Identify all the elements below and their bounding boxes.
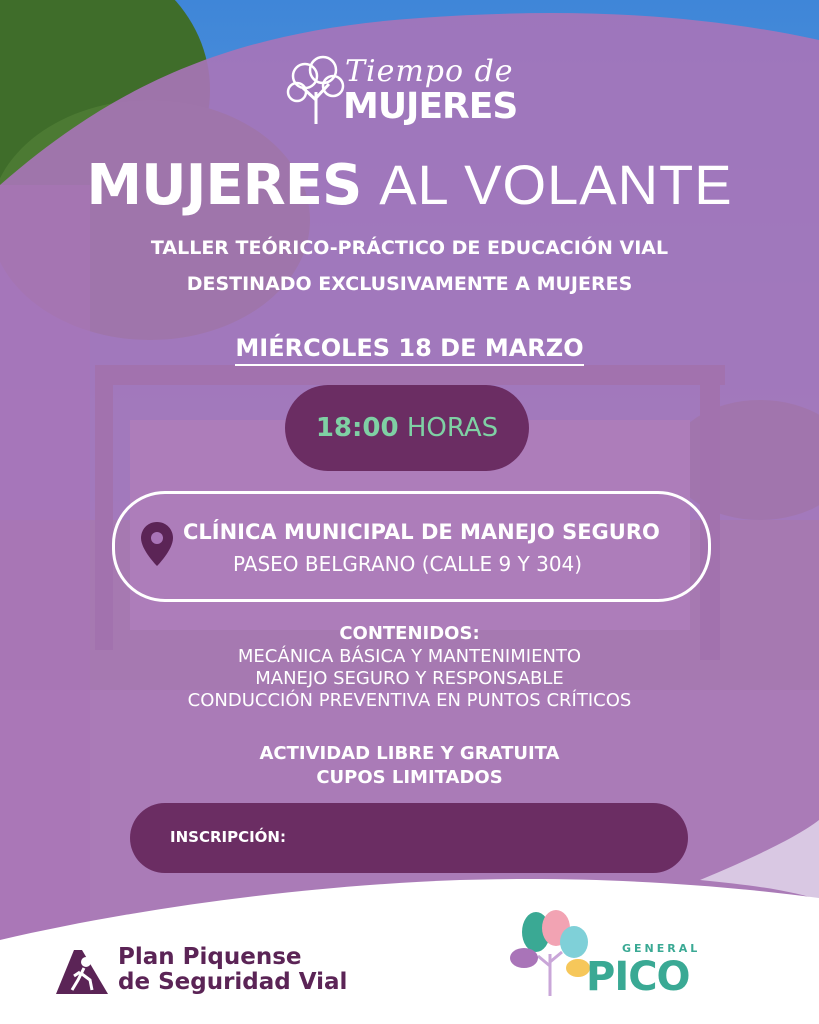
registration-bar[interactable] <box>130 803 688 873</box>
tiempo-de-mujeres-logo <box>285 52 535 132</box>
registration-label: INSCRIPCIÓN: <box>170 828 286 846</box>
city-name: PICO <box>586 954 690 1000</box>
event-date-text: MIÉRCOLES 18 DE MARZO <box>235 334 583 366</box>
city-label-small: GENERAL <box>622 942 701 955</box>
activity-line-2: CUPOS LIMITADOS <box>316 767 503 788</box>
pedestrian-icon <box>52 942 112 996</box>
time-pill <box>285 385 529 471</box>
tree-icon <box>285 54 347 126</box>
location-box <box>112 491 711 602</box>
plan-line-1: Plan Piquense <box>118 944 302 970</box>
activity-line-1: ACTIVIDAD LIBRE Y GRATUITA <box>259 743 560 764</box>
subtitle-line-1: TALLER TEÓRICO-PRÁCTICO DE EDUCACIÓN VIAL <box>150 237 669 259</box>
contents-section <box>0 622 819 712</box>
contents-heading: CONTENIDOS: <box>339 623 480 644</box>
location-address: PASEO BELGRANO (CALLE 9 Y 304) <box>233 552 583 576</box>
subtitle-line-2: DESTINADO EXCLUSIVAMENTE A MUJERES <box>186 273 633 295</box>
time-value: 18:00 <box>315 413 399 443</box>
logo-script-text: Tiempo de <box>345 54 514 89</box>
location-name: CLÍNICA MUNICIPAL DE MANEJO SEGURO <box>183 520 660 544</box>
flower-tree-icon <box>508 910 594 998</box>
plan-line-2: de Seguridad Vial <box>118 969 348 995</box>
logo-bold-text: MUJERES <box>343 86 518 127</box>
activity-info <box>0 742 819 790</box>
subtitle <box>0 230 819 302</box>
title-bold: MUJERES <box>86 153 362 218</box>
location-pin-icon <box>139 520 175 568</box>
title-light: AL VOLANTE <box>379 153 733 216</box>
plan-piquense-logo <box>118 945 347 995</box>
event-date <box>0 334 819 366</box>
page-title <box>0 152 819 219</box>
contents-item: MECÁNICA BÁSICA Y MANTENIMIENTO <box>237 646 582 667</box>
contents-item: CONDUCCIÓN PREVENTIVA EN PUNTOS CRÍTICOS <box>187 690 632 711</box>
time-unit: HORAS <box>406 413 499 443</box>
contents-item: MANEJO SEGURO Y RESPONSABLE <box>255 668 564 689</box>
